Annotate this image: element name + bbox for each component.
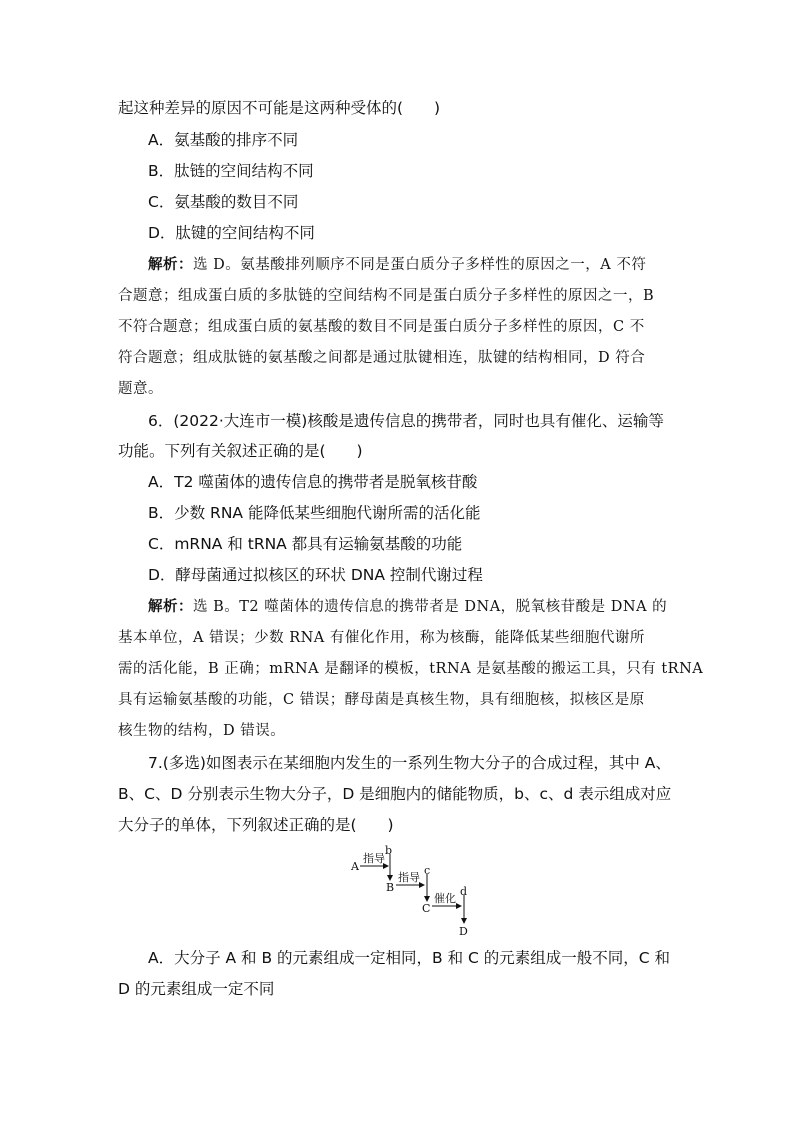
- q5-stem-tail: 起这种差异的原因不可能是这两种受体的( ): [118, 99, 441, 117]
- q7-stem-line-1: 7.(多选)如图表示在某细胞内发生的一系列生物大分子的合成过程，其中 A、: [148, 754, 671, 772]
- q6-option-c: C．mRNA 和 tRNA 都具有运输氨基酸的功能: [148, 535, 463, 553]
- q6-analysis-line-5: 核生物的结构，D 错误。: [118, 723, 286, 739]
- synthesis-diagram: [345, 843, 480, 938]
- q6-stem-line-1: 6．(2022·大连市一模)核酸是遗传信息的携带者，同时也具有催化、运输等: [148, 412, 664, 430]
- q6-analysis-line-1: 解析：选 B。T2 噬菌体的遗传信息的携带者是 DNA，脱氧核苷酸是 DNA 的: [148, 598, 668, 615]
- q5-analysis-line-2: 合题意；组成蛋白质的多肽链的空间结构不同是蛋白质分子多样性的原因之一，B: [118, 288, 655, 304]
- monomer-c-label: c: [424, 864, 431, 877]
- analysis-label: 解析：: [148, 598, 193, 615]
- q6-stem-line-2: 功能。下列有关叙述正确的是( ): [118, 442, 363, 460]
- node-a-label: A: [351, 860, 359, 873]
- monomer-b-label: b: [385, 844, 393, 857]
- monomer-d-label: d: [460, 885, 468, 898]
- q6-analysis-line-2: 基本单位，A 错误；少数 RNA 有催化作用，称为核酶，能降低某些细胞代谢所: [118, 630, 645, 646]
- q6-analysis-line-4: 具有运输氨基酸的功能，C 错误；酵母菌是真核生物，具有细胞核，拟核区是原: [118, 692, 645, 708]
- q6-option-b: B．少数 RNA 能降低某些细胞代谢所需的活化能: [148, 504, 481, 522]
- q6-option-a: A．T2 噬菌体的遗传信息的携带者是脱氧核苷酸: [148, 473, 478, 491]
- q5-analysis-line-5: 题意。: [118, 381, 163, 397]
- q5-analysis-line-4: 符合题意；组成肽链的氨基酸之间都是通过肽键相连，肽键的结构相同，D 符合: [118, 350, 646, 366]
- node-d-label: D: [459, 925, 468, 938]
- q6-analysis-line-3: 需的活化能，B 正确；mRNA 是翻译的模板，tRNA 是氨基酸的搬运工具，只有 tRNA: [118, 661, 704, 677]
- q7-stem-line-2: B、C、D 分别表示生物大分子，D 是细胞内的储能物质，b、c、d 表示组成对应: [118, 785, 672, 803]
- q5-option-a: A．氨基酸的排序不同: [148, 131, 299, 149]
- q5-analysis-line-3: 不符合题意；组成蛋白质的氨基酸的数目不同是蛋白质分子多样性的原因，C 不: [118, 319, 645, 335]
- node-c-label: C: [422, 902, 431, 915]
- node-b-label: B: [386, 881, 395, 894]
- q5-option-b: B．肽链的空间结构不同: [148, 162, 314, 180]
- q7-option-a-line-1: A．大分子 A 和 B 的元素组成一定相同，B 和 C 的元素组成一般不同，C 和: [148, 949, 671, 967]
- q7-stem-line-3: 大分子的单体，下列叙述正确的是( ): [118, 816, 394, 834]
- q7-option-a-line-2: D 的元素组成一定不同: [118, 980, 275, 998]
- arrow-label-direct-2: 指导: [398, 871, 420, 884]
- arrow-label-catalyze: 催化: [434, 892, 456, 905]
- analysis-label: 解析：: [148, 256, 193, 273]
- q6-option-d: D．酵母菌通过拟核区的环状 DNA 控制代谢过程: [148, 566, 483, 584]
- q5-option-c: C．氨基酸的数目不同: [148, 193, 299, 211]
- arrow-label-direct-1: 指导: [363, 852, 385, 865]
- q5-analysis-line-1: 解析：选 D。氨基酸排列顺序不同是蛋白质分子多样性的原因之一，A 不符: [148, 256, 647, 273]
- q5-option-d: D．肽键的空间结构不同: [148, 224, 315, 242]
